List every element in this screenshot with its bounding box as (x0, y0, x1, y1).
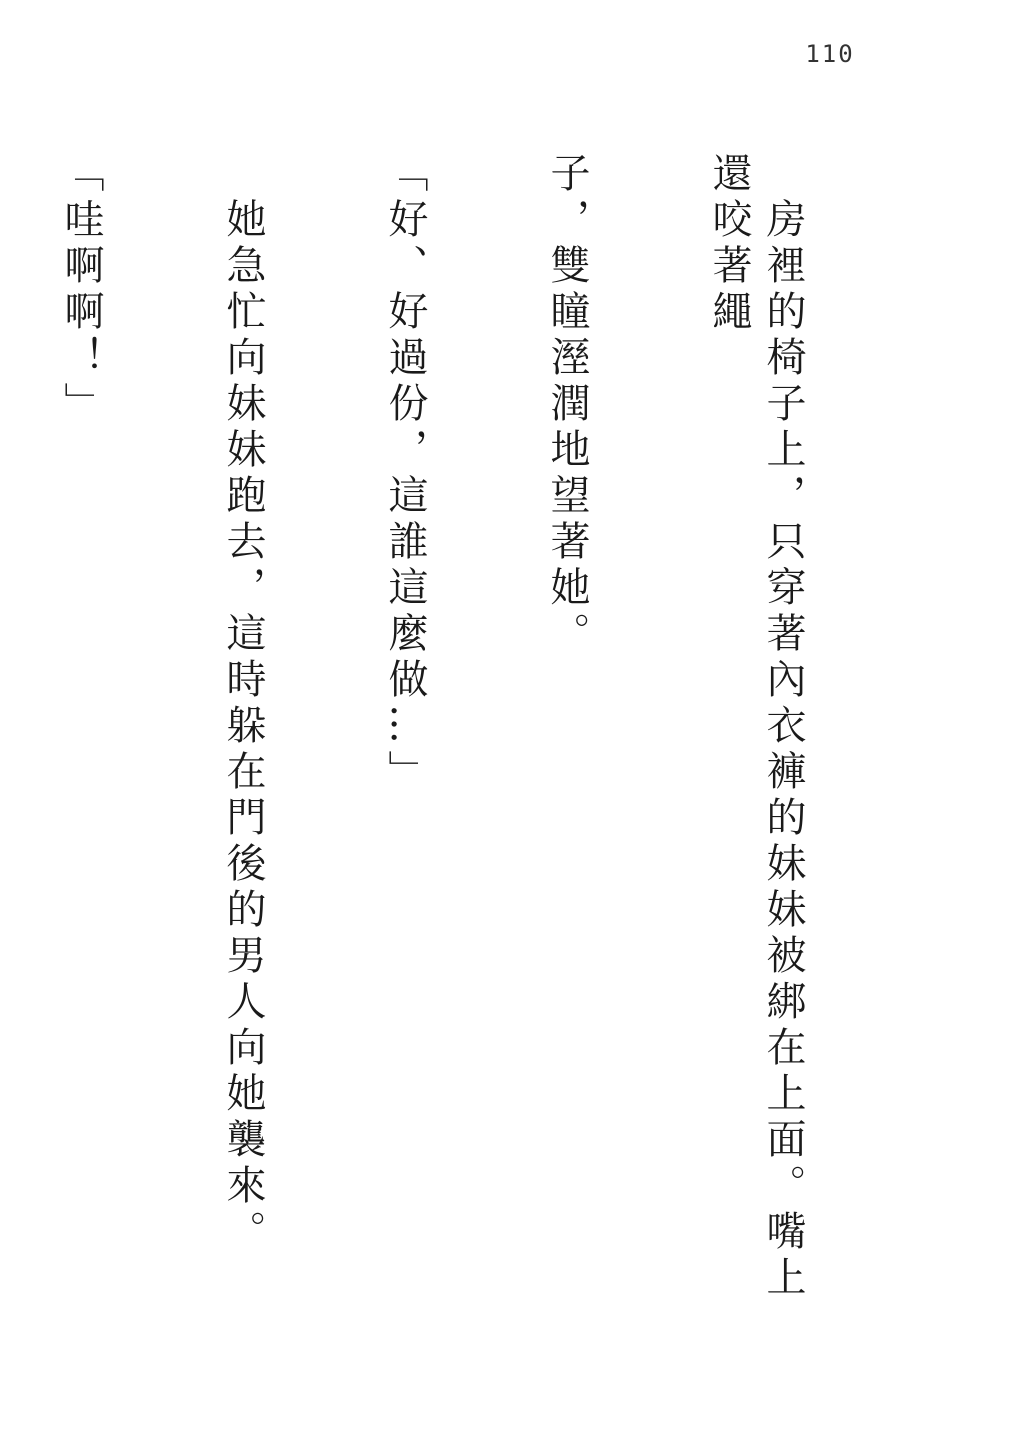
text-line: 子，雙瞳溼潤地望著她。 (544, 152, 590, 658)
text-line: 她急忙向妹妹跑去，這時躲在門後的男人向她襲來。 (220, 152, 266, 1256)
text-line: 房裡的椅子上，只穿著內衣褲的妹妹被綁在上面。嘴上還咬著繩 (706, 152, 806, 1302)
page-number: 110 (805, 40, 855, 68)
text-line: 「好、好過份，這誰這麼做…」 (382, 152, 428, 796)
body-text (58, 152, 918, 1312)
text-line: 「哇啊啊！」 (58, 152, 104, 428)
